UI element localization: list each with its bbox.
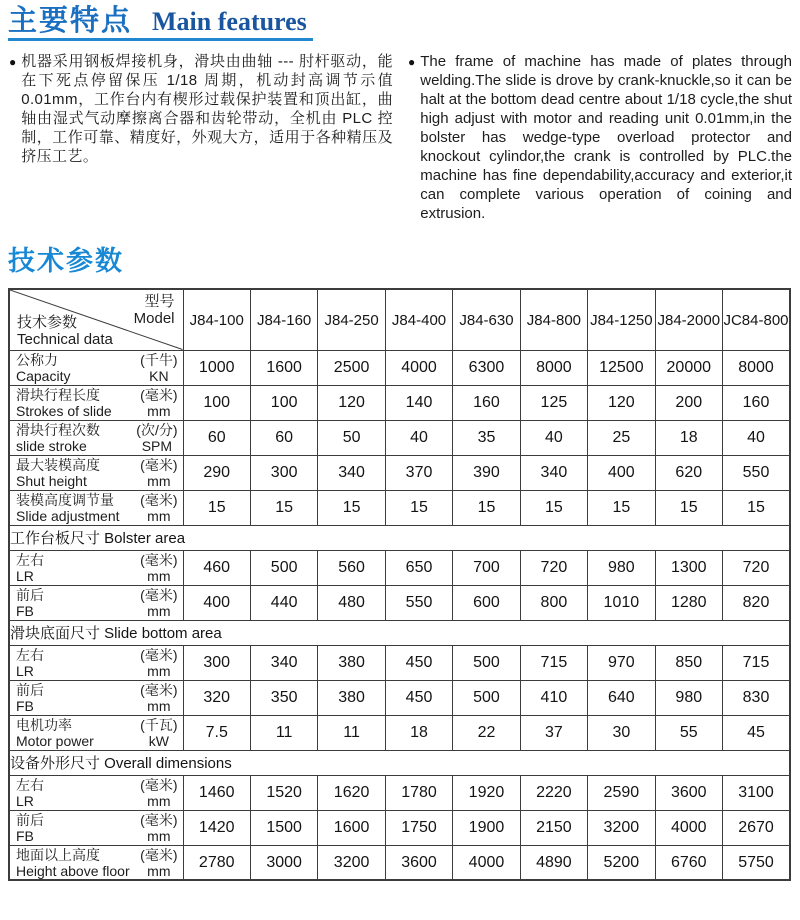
- spec-value-cell: 45: [723, 715, 791, 750]
- spec-value-cell: 50: [318, 420, 385, 455]
- section-row: [9, 620, 790, 645]
- spec-value-cell: 380: [318, 645, 385, 680]
- spec-value-cell: 60: [183, 420, 250, 455]
- spec-value-cell: 400: [183, 585, 250, 620]
- technical-data-table: [8, 288, 791, 881]
- spec-value-cell: 1520: [250, 775, 317, 810]
- spec-value-cell: 15: [183, 490, 250, 525]
- row-label-names: 滑块行程长度 Strokes of slide: [16, 386, 112, 419]
- corner-model-label: 型号 Model: [133, 293, 175, 328]
- row-label-units: (毫米) mm: [140, 646, 178, 679]
- spec-value-cell: 390: [453, 455, 520, 490]
- spec-value-cell: 1920: [453, 775, 520, 810]
- row-label-names: 左右 LR: [16, 551, 44, 584]
- spec-value-cell: 6760: [655, 845, 722, 880]
- spec-value-cell: 715: [520, 645, 587, 680]
- model-column-header: J84-630: [453, 289, 520, 350]
- spec-value-cell: 500: [453, 645, 520, 680]
- spec-value-cell: 550: [723, 455, 791, 490]
- section-row: [9, 525, 790, 550]
- spec-value-cell: 125: [520, 385, 587, 420]
- spec-value-cell: 715: [723, 645, 791, 680]
- spec-value-cell: 55: [655, 715, 722, 750]
- spec-value-cell: 15: [318, 490, 385, 525]
- row-label-names: 电机功率 Motor power: [16, 716, 94, 749]
- spec-value-cell: 37: [520, 715, 587, 750]
- spec-value-cell: 12500: [588, 350, 655, 385]
- spec-value-cell: 1420: [183, 810, 250, 845]
- spec-value-cell: 720: [723, 550, 791, 585]
- spec-value-cell: 3100: [723, 775, 791, 810]
- tech-parameters-title: 技术参数: [8, 246, 124, 277]
- bullet-icon: ●: [9, 55, 17, 70]
- spec-value-cell: 6300: [453, 350, 520, 385]
- spec-value-cell: 8000: [723, 350, 791, 385]
- spec-value-cell: 40: [723, 420, 791, 455]
- spec-row: [9, 845, 790, 880]
- spec-value-cell: 200: [655, 385, 722, 420]
- row-label-cell: [9, 680, 183, 715]
- spec-value-cell: 140: [385, 385, 452, 420]
- spec-value-cell: 100: [250, 385, 317, 420]
- model-column-header: J84-250: [318, 289, 385, 350]
- row-label-names: 前后 FB: [16, 586, 44, 619]
- spec-value-cell: 340: [520, 455, 587, 490]
- spec-value-cell: 4000: [453, 845, 520, 880]
- spec-table-body: [9, 350, 790, 880]
- spec-value-cell: 400: [588, 455, 655, 490]
- spec-value-cell: 480: [318, 585, 385, 620]
- spec-value-cell: 620: [655, 455, 722, 490]
- row-label-names: 前后 FB: [16, 811, 44, 844]
- row-label-units: (千瓦) kW: [140, 716, 178, 749]
- feature-text-english: The frame of machine has made of plates through welding.The slide is drove by crank-knuckle,so it can be halt at the bottom dead centre about 1/18 cycle,the shut high adjust with motor and reading unit 0.01mm,in the bolster has wedge-type overload protector and knockout cylindor,the crank is controlled by PLC.the machine has fine dependability,accuracy and exterior,it can complete various operation of coining and extrusion.: [420, 53, 792, 223]
- spec-value-cell: 5750: [723, 845, 791, 880]
- spec-value-cell: 830: [723, 680, 791, 715]
- spec-row: [9, 585, 790, 620]
- row-label-cell: [9, 715, 183, 750]
- spec-value-cell: 120: [588, 385, 655, 420]
- spec-value-cell: 980: [655, 680, 722, 715]
- spec-value-cell: 500: [453, 680, 520, 715]
- spec-value-cell: 160: [723, 385, 791, 420]
- spec-value-cell: 550: [385, 585, 452, 620]
- row-label-names: 前后 FB: [16, 681, 44, 714]
- table-corner-cell: [9, 289, 183, 350]
- row-label-units: (毫米) mm: [140, 776, 178, 809]
- feature-chinese-block: [8, 52, 393, 223]
- model-column-header: J84-800: [520, 289, 587, 350]
- spec-value-cell: 1010: [588, 585, 655, 620]
- row-label-cell: [9, 420, 183, 455]
- spec-value-cell: 3600: [385, 845, 452, 880]
- spec-value-cell: 1780: [385, 775, 452, 810]
- row-label-cell: [9, 490, 183, 525]
- row-label-names: 左右 LR: [16, 646, 44, 679]
- spec-row: [9, 550, 790, 585]
- spec-value-cell: 2500: [318, 350, 385, 385]
- section-label: 工作台板尺寸 Bolster area: [9, 525, 790, 550]
- row-label-cell: [9, 350, 183, 385]
- spec-value-cell: 100: [183, 385, 250, 420]
- spec-value-cell: 1900: [453, 810, 520, 845]
- spec-value-cell: 3000: [250, 845, 317, 880]
- spec-value-cell: 120: [318, 385, 385, 420]
- spec-value-cell: 350: [250, 680, 317, 715]
- spec-value-cell: 15: [250, 490, 317, 525]
- spec-value-cell: 15: [655, 490, 722, 525]
- spec-value-cell: 340: [318, 455, 385, 490]
- spec-value-cell: 850: [655, 645, 722, 680]
- row-label-units: (千牛) KN: [140, 351, 178, 384]
- spec-value-cell: 1460: [183, 775, 250, 810]
- features-section: [8, 52, 792, 223]
- spec-value-cell: 2670: [723, 810, 791, 845]
- spec-value-cell: 290: [183, 455, 250, 490]
- page-title-english: Main features: [152, 7, 307, 36]
- spec-row: [9, 810, 790, 845]
- spec-value-cell: 15: [385, 490, 452, 525]
- row-label-units: (次/分) SPM: [136, 421, 178, 454]
- spec-value-cell: 1300: [655, 550, 722, 585]
- spec-value-cell: 35: [453, 420, 520, 455]
- spec-value-cell: 720: [520, 550, 587, 585]
- spec-value-cell: 2220: [520, 775, 587, 810]
- spec-value-cell: 450: [385, 680, 452, 715]
- spec-row: [9, 350, 790, 385]
- spec-value-cell: 640: [588, 680, 655, 715]
- row-label-units: (毫米) mm: [140, 586, 178, 619]
- spec-value-cell: 1600: [250, 350, 317, 385]
- spec-value-cell: 7.5: [183, 715, 250, 750]
- spec-value-cell: 380: [318, 680, 385, 715]
- spec-value-cell: 5200: [588, 845, 655, 880]
- spec-value-cell: 650: [385, 550, 452, 585]
- spec-value-cell: 2150: [520, 810, 587, 845]
- row-label-units: (毫米) mm: [140, 681, 178, 714]
- spec-value-cell: 320: [183, 680, 250, 715]
- spec-value-cell: 40: [520, 420, 587, 455]
- section-label: 滑块底面尺寸 Slide bottom area: [9, 620, 790, 645]
- row-label-names: 装模高度调节量 Slide adjustment: [16, 491, 120, 524]
- page-title: [8, 6, 313, 41]
- row-label-cell: [9, 455, 183, 490]
- spec-value-cell: 1600: [318, 810, 385, 845]
- spec-value-cell: 500: [250, 550, 317, 585]
- spec-value-cell: 40: [385, 420, 452, 455]
- spec-row: [9, 455, 790, 490]
- spec-row: [9, 420, 790, 455]
- spec-row: [9, 490, 790, 525]
- spec-value-cell: 410: [520, 680, 587, 715]
- spec-value-cell: 700: [453, 550, 520, 585]
- row-label-names: 公称力 Capacity: [16, 351, 71, 384]
- row-label-cell: [9, 645, 183, 680]
- spec-value-cell: 800: [520, 585, 587, 620]
- spec-value-cell: 820: [723, 585, 791, 620]
- spec-value-cell: 4000: [385, 350, 452, 385]
- spec-value-cell: 18: [385, 715, 452, 750]
- section-row: [9, 750, 790, 775]
- spec-row: [9, 775, 790, 810]
- spec-value-cell: 1750: [385, 810, 452, 845]
- model-column-header: J84-400: [385, 289, 452, 350]
- row-label-cell: [9, 385, 183, 420]
- spec-value-cell: 340: [250, 645, 317, 680]
- spec-value-cell: 18: [655, 420, 722, 455]
- spec-value-cell: 560: [318, 550, 385, 585]
- row-label-names: 左右 LR: [16, 776, 44, 809]
- model-column-header: J84-160: [250, 289, 317, 350]
- spec-value-cell: 4890: [520, 845, 587, 880]
- spec-value-cell: 3600: [655, 775, 722, 810]
- spec-value-cell: 970: [588, 645, 655, 680]
- model-column-header: J84-1250: [588, 289, 655, 350]
- feature-english-block: [407, 52, 792, 223]
- spec-row: [9, 385, 790, 420]
- spec-value-cell: 3200: [588, 810, 655, 845]
- spec-value-cell: 15: [520, 490, 587, 525]
- model-column-header: JC84-800: [723, 289, 791, 350]
- row-label-units: (毫米) mm: [140, 551, 178, 584]
- spec-value-cell: 1000: [183, 350, 250, 385]
- spec-row: [9, 645, 790, 680]
- spec-value-cell: 60: [250, 420, 317, 455]
- spec-value-cell: 15: [453, 490, 520, 525]
- row-label-units: (毫米) mm: [140, 386, 178, 419]
- spec-value-cell: 8000: [520, 350, 587, 385]
- spec-value-cell: 1620: [318, 775, 385, 810]
- row-label-cell: [9, 775, 183, 810]
- spec-value-cell: 3200: [318, 845, 385, 880]
- model-header-row: [9, 289, 790, 350]
- section-label: 设备外形尺寸 Overall dimensions: [9, 750, 790, 775]
- spec-value-cell: 1500: [250, 810, 317, 845]
- model-column-header: J84-100: [183, 289, 250, 350]
- spec-value-cell: 11: [250, 715, 317, 750]
- spec-value-cell: 11: [318, 715, 385, 750]
- spec-value-cell: 300: [183, 645, 250, 680]
- spec-value-cell: 25: [588, 420, 655, 455]
- spec-value-cell: 980: [588, 550, 655, 585]
- spec-row: [9, 715, 790, 750]
- row-label-units: (毫米) mm: [140, 491, 178, 524]
- row-label-cell: [9, 810, 183, 845]
- spec-value-cell: 440: [250, 585, 317, 620]
- spec-value-cell: 4000: [655, 810, 722, 845]
- page-title-chinese: 主要特点: [8, 5, 133, 37]
- spec-value-cell: 22: [453, 715, 520, 750]
- feature-text-chinese: 机器采用钢板焊接机身，滑块由曲轴 --- 肘杆驱动，能在下死点停留保压 1/18 周期，机动封高调节示值 0.01mm，工作台内有楔形过载保护装置和顶出缸，曲轴由湿式气动摩擦离合器和齿轮带动，全机由 PLC 控制，工作可靠、精度好，外观大方，适用于各种精压及挤压工艺。: [21, 53, 393, 166]
- spec-value-cell: 15: [723, 490, 791, 525]
- row-label-names: 地面以上高度 Height above floor: [16, 846, 130, 879]
- spec-row: [9, 680, 790, 715]
- corner-technical-data-label: 技术参数 Technical data: [17, 313, 113, 348]
- bullet-icon: ●: [408, 55, 416, 70]
- model-column-header: J84-2000: [655, 289, 722, 350]
- spec-value-cell: 30: [588, 715, 655, 750]
- spec-value-cell: 2780: [183, 845, 250, 880]
- row-label-names: 滑块行程次数 slide stroke: [16, 421, 100, 454]
- spec-value-cell: 15: [588, 490, 655, 525]
- spec-value-cell: 600: [453, 585, 520, 620]
- spec-value-cell: 160: [453, 385, 520, 420]
- row-label-units: (毫米) mm: [140, 811, 178, 844]
- spec-value-cell: 460: [183, 550, 250, 585]
- spec-value-cell: 1280: [655, 585, 722, 620]
- row-label-names: 最大装模高度 Shut height: [16, 456, 100, 489]
- spec-value-cell: 450: [385, 645, 452, 680]
- row-label-cell: [9, 585, 183, 620]
- row-label-units: (毫米) mm: [140, 846, 178, 879]
- row-label-units: (毫米) mm: [140, 456, 178, 489]
- spec-value-cell: 2590: [588, 775, 655, 810]
- row-label-cell: [9, 845, 183, 880]
- spec-value-cell: 20000: [655, 350, 722, 385]
- row-label-cell: [9, 550, 183, 585]
- spec-value-cell: 370: [385, 455, 452, 490]
- spec-value-cell: 300: [250, 455, 317, 490]
